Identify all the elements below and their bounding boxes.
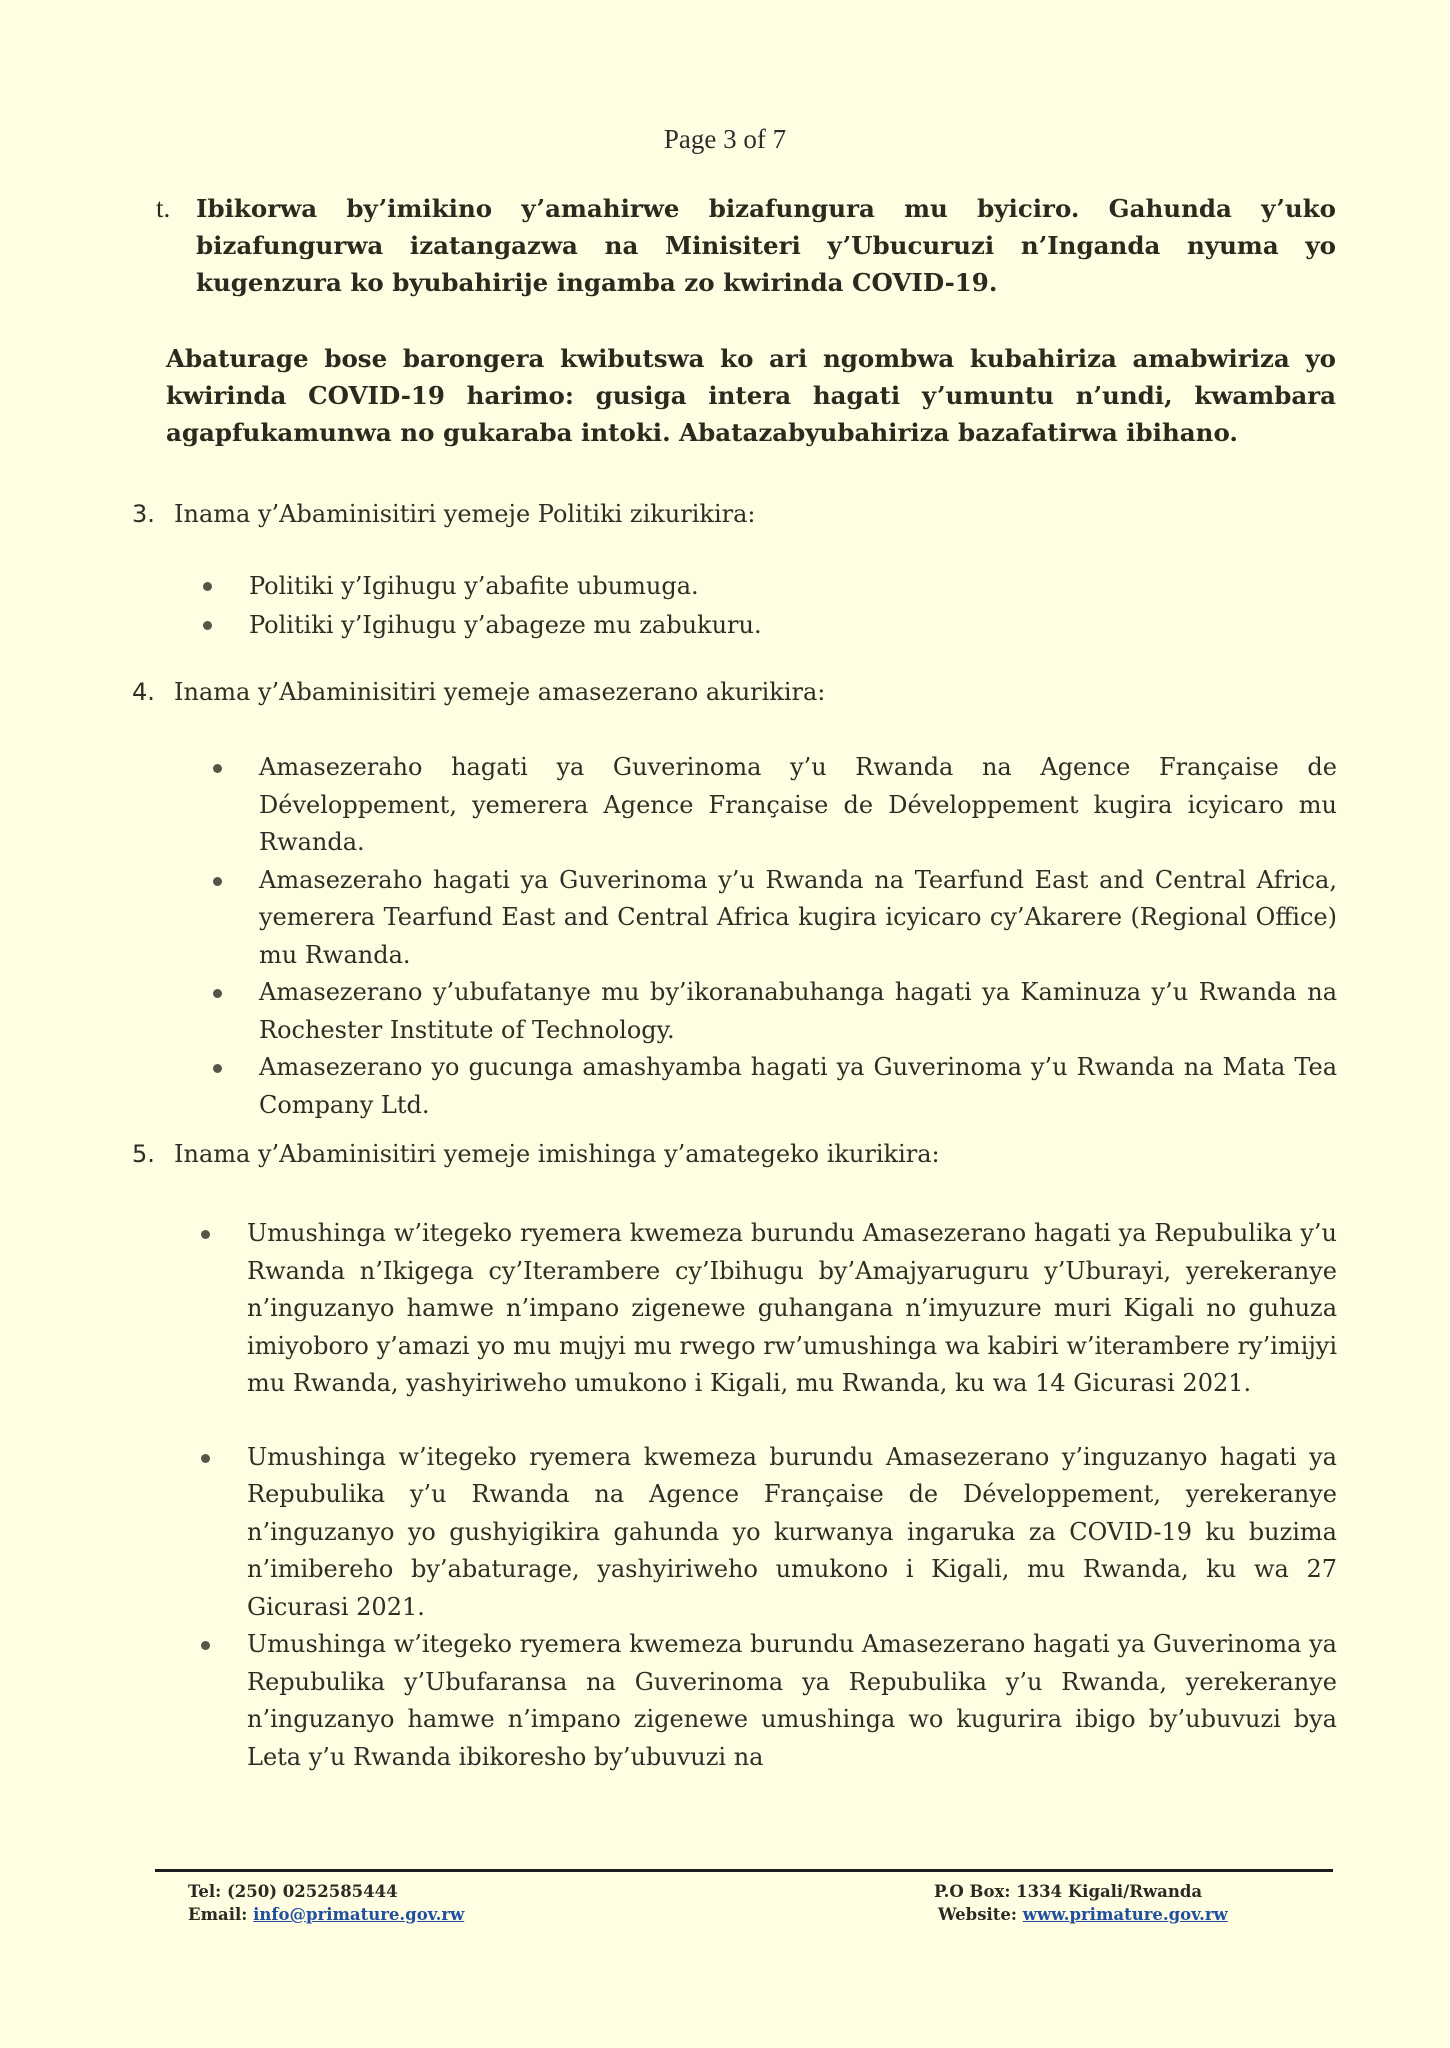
tel-label: Tel: [188, 1882, 222, 1901]
bullet-icon [213, 1064, 222, 1073]
section-draft-laws [132, 1137, 1337, 1776]
bullet-icon [213, 989, 222, 998]
footer-website [934, 1903, 1228, 1926]
website-link[interactable]: www.primature.gov.rw [1022, 1905, 1228, 1924]
section-heading [132, 675, 1337, 709]
list-item-text: Umushinga w’itegeko ryemera kwemeza burundu Amasezerano hagati ya Repubulika y’u Rwanda n’Ikigega cy’Iterambere cy’Ibihugu by’Amajyaruguru y’Uburayi, yerekeranye n’inguzanyo hamwe n’impano zigenewe guhangana n’imyuzure muri Kigali no guhuza imiyoboro y’amazi yo mu mujyi mu rwego rw’umushinga wa kabiri w’iterambere ry’imijyi mu Rwanda, yashyiriweho umukono i Kigali, mu Rwanda, ku wa 14 Gicurasi 2021. [247, 1219, 1337, 1397]
list-item-text: Amasezeraho hagati ya Guverinoma y’u Rwanda na Agence Française de Développement, yemerera Agence Française de Développement kugira icyicaro mu Rwanda. [259, 753, 1337, 856]
section-heading [132, 497, 1337, 531]
section-heading-text: Inama y’Abaminisitiri yemeje amasezerano akurikira: [174, 678, 826, 706]
po-box: P.O Box: 1334 Kigali/Rwanda [934, 1882, 1203, 1901]
covid-reminder-paragraph [166, 340, 1336, 451]
item-t-text: Ibikorwa by’imikino y’amahirwe bizafungura mu byiciro. Gahunda y’uko bizafungurwa izatangazwa na Minisiteri y’Ubucuruzi n’Inganda nyuma yo kugenzura ko byubahirije ingamba zo kwirinda COVID-19. [196, 194, 1336, 297]
bullet-icon [201, 1230, 210, 1239]
list-item [259, 974, 1337, 1049]
list-item-text: Politiki y’Igihugu y’abafite ubumuga. [249, 572, 699, 600]
section-number: 4. [132, 678, 155, 706]
list-item-text: Umushinga w’itegeko ryemera kwemeza burundu Amasezerano hagati ya Guverinoma ya Repubulika y’Ubufaransa na Guverinoma ya Repubulika y’u Rwanda, yerekeranye n’inguzanyo hamwe n’impano zigenewe umushinga wo kugurira ibigo by’ubuvuzi bya Leta y’u Rwanda ibikoresho by’ubuvuzi na [247, 1630, 1337, 1771]
page-number: Page 3 of 7 [663, 124, 787, 154]
section-policies [132, 497, 1337, 645]
footer-email [188, 1903, 464, 1926]
section-heading-text: Inama y’Abaminisitiri yemeje Politiki zikurikira: [174, 500, 756, 528]
bullet-icon [203, 582, 212, 591]
list-item [259, 749, 1337, 862]
list-item-text: Amasezerano y’ubufatanye mu by’ikoranabuhanga hagati ya Kaminuza y’u Rwanda na Rochester Institute of Technology. [259, 978, 1337, 1044]
list-item [247, 1439, 1337, 1627]
list-item [259, 1049, 1337, 1124]
footer-address [934, 1880, 1228, 1926]
list-item [247, 1626, 1337, 1776]
bullet-icon [203, 621, 212, 630]
email-label: Email: [188, 1905, 248, 1924]
list-item [249, 567, 949, 606]
list-item [247, 1215, 1337, 1403]
list-item-text: Politiki y’Igihugu y’abageze mu zabukuru. [249, 611, 762, 639]
list-item [259, 862, 1337, 975]
tel-value: (250) 0252585444 [227, 1882, 398, 1901]
reminder-text: Abaturage bose barongera kwibutswa ko ari ngombwa kubahiriza amabwiriza yo kwirinda COVID-19 harimo: gusiga intera hagati y’umuntu n’undi, kwambara agapfukamunwa no gukaraba intoki. Abatazabyubahiriza bazafatirwa ibihano. [166, 344, 1336, 447]
website-label: Website: [938, 1905, 1017, 1924]
footer-divider [155, 1869, 1333, 1872]
footer-contact [188, 1880, 464, 1926]
item-t-paragraph [156, 190, 1336, 301]
bullet-list [259, 749, 1337, 1124]
list-item [249, 606, 949, 645]
footer-tel [188, 1880, 464, 1903]
section-heading [132, 1137, 1337, 1171]
section-number: 5. [132, 1140, 155, 1168]
bullet-list [247, 1215, 1337, 1776]
bullet-icon [201, 1641, 210, 1650]
list-item-text: Amasezerano yo gucunga amashyamba hagati ya Guverinoma y’u Rwanda na Mata Tea Company Ltd. [259, 1053, 1337, 1119]
bullet-icon [201, 1454, 210, 1463]
email-link[interactable]: info@primature.gov.rw [253, 1905, 465, 1924]
bullet-icon [213, 764, 222, 773]
section-number: 3. [132, 500, 155, 528]
list-item-text: Amasezeraho hagati ya Guverinoma y’u Rwanda na Tearfund East and Central Africa, yemerera Tearfund East and Central Africa kugira icyicaro cy’Akarere (Regional Office) mu Rwanda. [259, 865, 1337, 969]
list-item-text: Umushinga w’itegeko ryemera kwemeza burundu Amasezerano y’inguzanyo hagati ya Repubulika y’u Rwanda na Agence Française de Développement, yerekeranye n’inguzanyo yo gushyigikira gahunda yo kurwanya ingaruka za COVID-19 ku buzima n’imibereho by’abaturage, yashyiriweho umukono i Kigali, mu Rwanda, ku wa 27 Gicurasi 2021. [247, 1442, 1337, 1621]
bullet-icon [213, 877, 222, 886]
bullet-list [249, 567, 949, 645]
list-marker: t. [156, 193, 171, 223]
section-agreements [132, 675, 1337, 1124]
section-heading-text: Inama y’Abaminisitiri yemeje imishinga y’amategeko ikurikira: [174, 1140, 940, 1168]
